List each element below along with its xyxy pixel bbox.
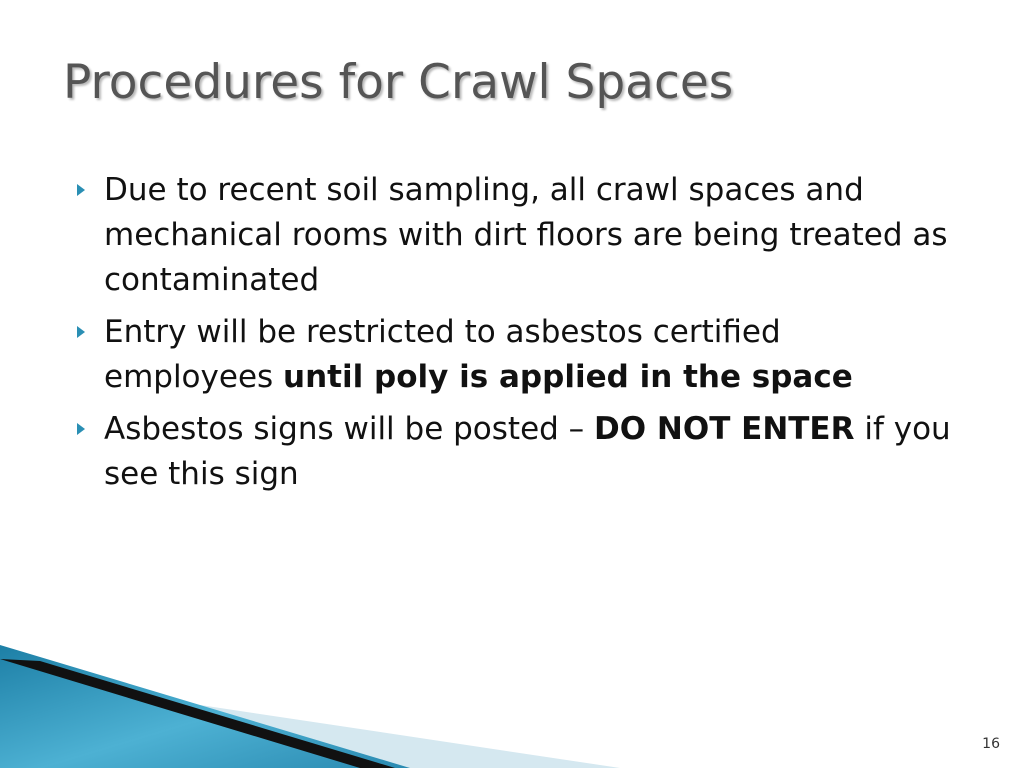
bullet-list [77, 168, 957, 504]
bullet-item [77, 310, 957, 400]
bullet-item [77, 407, 957, 497]
bullet-text: Asbestos signs will be posted – [104, 411, 595, 447]
page-number: 16 [982, 736, 1000, 752]
bullet-text-after: if you see this sign [104, 411, 951, 492]
bullet-text: Due to recent soil sampling, all crawl spaces and mechanical rooms with dirt floors are being treated as contaminated [104, 172, 948, 298]
bullet-bold-text: DO NOT ENTER [594, 411, 855, 447]
bullet-item [77, 168, 957, 303]
bullet-text: Entry will be restricted to asbestos certified employees [104, 314, 781, 395]
corner-decoration [0, 643, 620, 768]
bullet-bold-text: until poly is applied in the space [283, 359, 853, 395]
slide-title: Procedures for Crawl Spaces [63, 55, 734, 110]
bullet-arrow-icon [77, 423, 85, 435]
bullet-arrow-icon [77, 184, 85, 196]
bullet-arrow-icon [77, 326, 85, 338]
